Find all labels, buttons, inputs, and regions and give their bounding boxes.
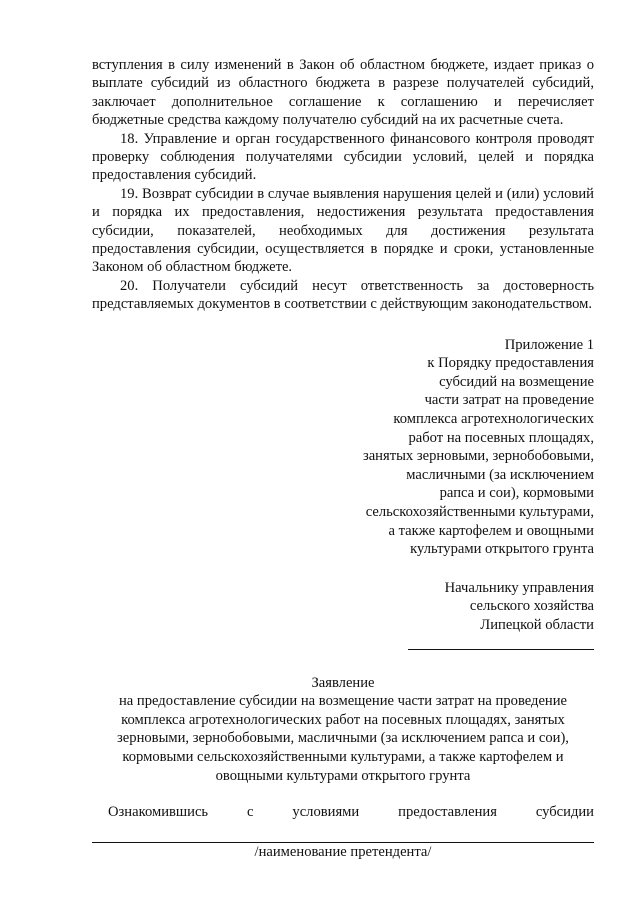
paragraph-19: 19. Возврат субсидии в случае выявления нарушения целей и (или) условий и порядка их предоставления, недостижения результата предоставления субсидии, показателей, необходимых для достижения результата предоставления субсидии, осуществляется в порядке и сроки, установленные Законом об областном бюджете. xyxy=(92,185,594,276)
addressee-line: Липецкой области xyxy=(480,617,594,633)
appendix-line: работ на посевных площадях, xyxy=(408,429,594,446)
paragraph-continuation: вступления в силу изменений в Закон об областном бюджете, издает приказ о выплате субсидий из областного бюджета в разрезе получателей субсидий, заключает дополнительное соглашение к соглашению и перечисляет бюджетные средства каждому получателю субсидий на их расчетные счета. xyxy=(92,57,594,129)
statement-heading xyxy=(92,674,594,786)
document-page xyxy=(92,56,594,861)
appendix-line: рапса и сои), кормовыми xyxy=(439,485,594,502)
appendix-line: комплекса агротехнологических xyxy=(393,411,594,428)
statement-title: Заявление xyxy=(311,674,375,691)
statement-subtitle: на предоставление субсидии на возмещение части затрат на проведение комплекса агротехнологических работ на посевных площадях, занятых зерновыми, зернобобовыми, масличными (за исключением рапса и сои), кормовыми сельскохозяйственными культурами, а также картофелем и овощными культурами открытого грунта xyxy=(117,693,569,784)
paragraph-20: 20. Получатели субсидий несут ответственность за достоверность представляемых документов в соответствии с действующим законодательством. xyxy=(92,277,594,313)
addressee-line: Начальнику управления xyxy=(444,579,594,596)
consent-text: Ознакомившись с условиями предоставления субсидии xyxy=(108,804,594,821)
applicant-name-caption: /наименование претендента/ xyxy=(254,844,432,861)
appendix-header xyxy=(324,336,594,559)
appendix-line: субсидий на возмещение xyxy=(439,373,594,390)
appendix-line: культурами открытого грунта xyxy=(410,541,594,558)
appendix-line: части затрат на проведение xyxy=(424,392,594,409)
appendix-line: Приложение 1 xyxy=(504,336,594,353)
addressee-block xyxy=(354,579,594,650)
applicant-name-line xyxy=(92,836,594,843)
addressee-line: сельского хозяйства xyxy=(469,598,594,615)
appendix-line: занятых зерновыми, зернобобовыми, xyxy=(362,448,594,465)
paragraph-18: 18. Управление и орган государственного финансового контроля проводят проверку соблюдения получателями субсидии условий, целей и порядка предоставления субсидий. xyxy=(92,130,594,184)
appendix-line: сельскохозяйственными культурами, xyxy=(365,504,594,521)
appendix-line: масличными (за исключением xyxy=(406,466,594,483)
addressee-signature-line xyxy=(408,639,594,650)
appendix-line: к Порядку предоставления xyxy=(427,355,594,372)
appendix-line: а также картофелем и овощными xyxy=(388,522,594,539)
